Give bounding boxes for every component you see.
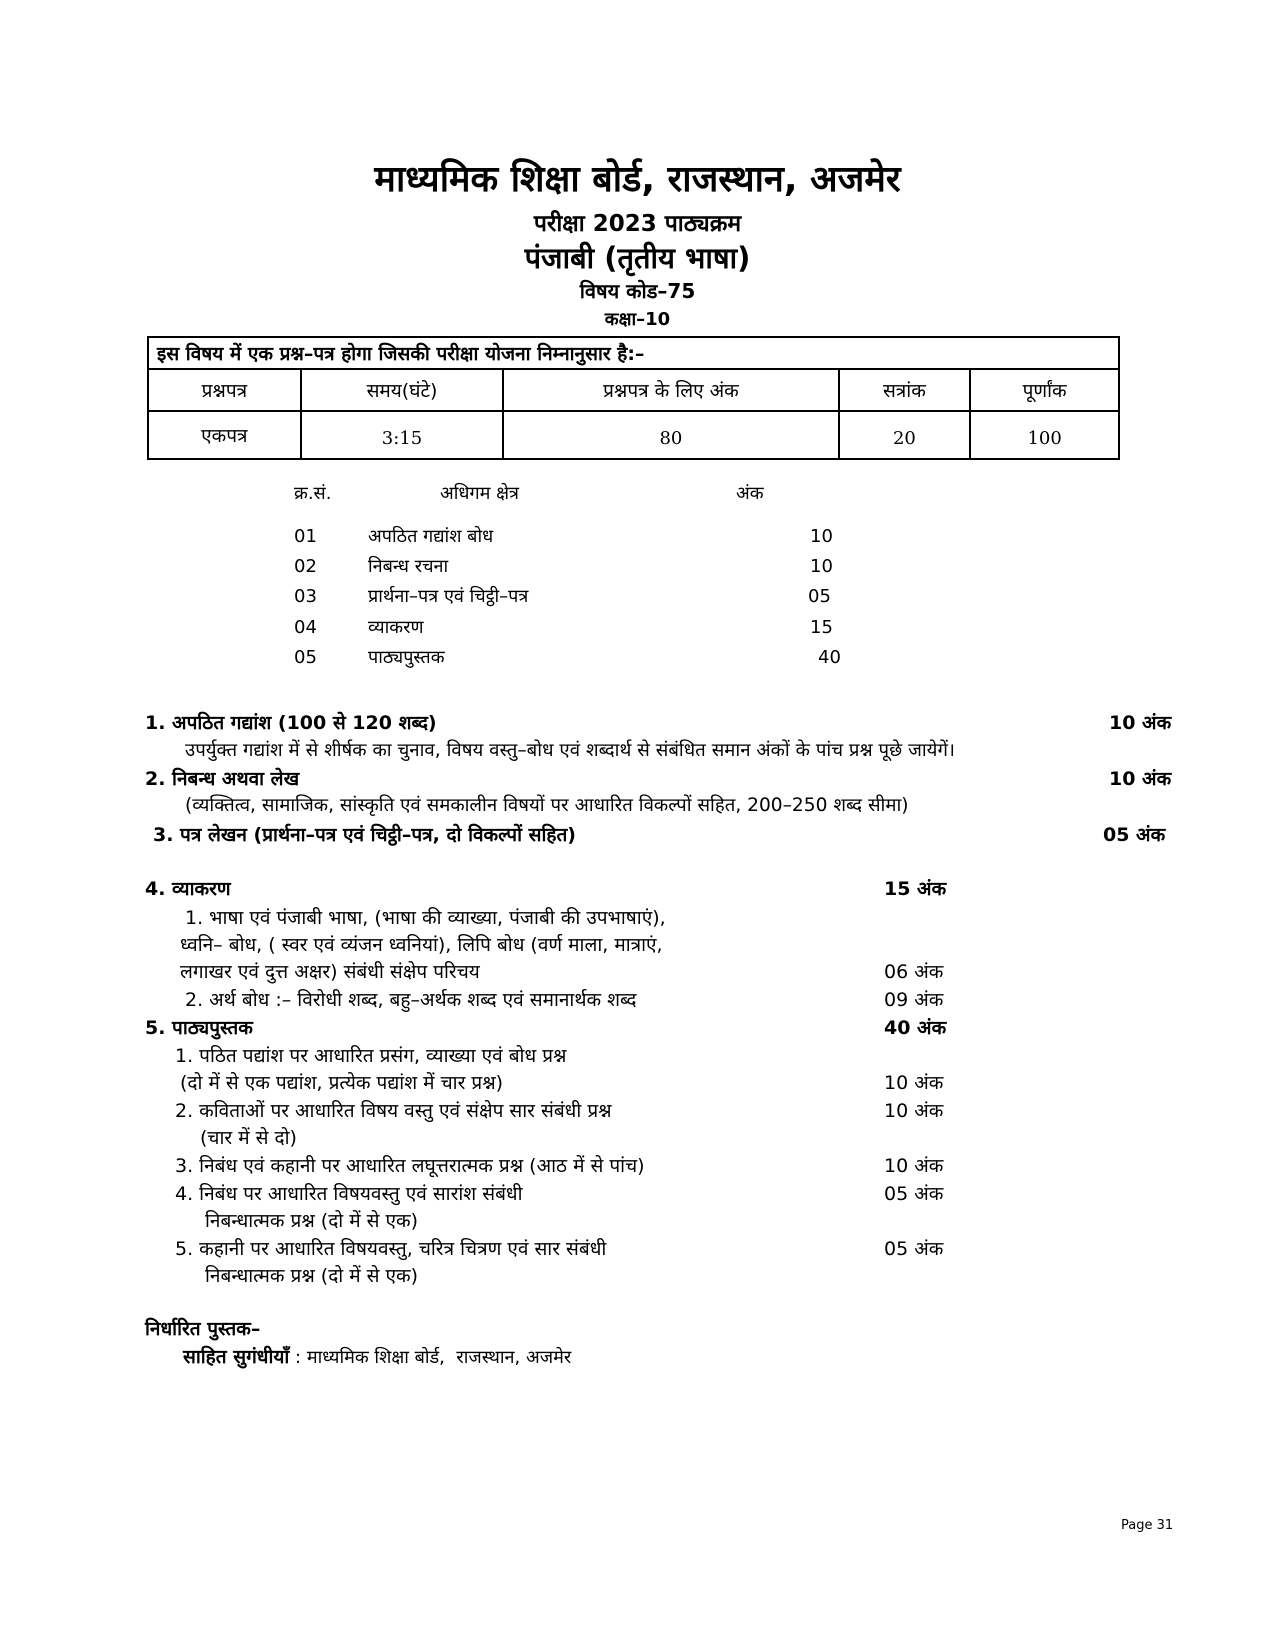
book-publisher: : माध्यमिक शिक्षा बोर्ड, राजस्थान, अजमेर [289, 1347, 572, 1368]
area-name: निबन्ध रचना [368, 556, 449, 577]
table-header-cell: सत्रांक [839, 369, 971, 411]
grammar-item-1-line1: 1. भाषा एवं पंजाबी भाषा, (भाषा की व्याख्या, पंजाबी की उपभाषाएं), [185, 907, 666, 929]
area-no: 02 [294, 556, 317, 577]
scheme-intro: इस विषय में एक प्रश्न–पत्र होगा जिसकी परीक्षा योजना निम्नानुसार है:– [148, 337, 1119, 369]
class-label: कक्षा–10 [604, 309, 671, 330]
areas-header-area: अधिगम क्षेत्र [440, 483, 519, 504]
table-header-cell: प्रश्नपत्र [148, 369, 301, 411]
board-title: माध्यमिक शिक्षा बोर्ड, राजस्थान, अजमेर [374, 159, 901, 200]
exam-syllabus-line: परीक्षा 2023 पाठ्यक्रम [533, 211, 742, 237]
scheme-values-row [148, 411, 1119, 459]
page-number: Page 31 [1121, 1518, 1174, 1533]
section-4-title: 4. व्याकरण [145, 878, 231, 900]
grammar-item-1-line3: लगाखर एवं दुत्त अक्षर) संबंधी संक्षेप परिचय [180, 961, 480, 983]
section-2-text: (व्यक्तित्व, सामाजिक, सांस्कृति एवं समकालीन विषयों पर आधारित विकल्पों सहित, 200–250 शब्द सीमा) [185, 795, 909, 816]
table-cell: एकपत्र [148, 411, 301, 459]
textbook-item-1-marks: 10 अंक [884, 1072, 944, 1094]
textbook-item-5-marks: 05 अंक [884, 1238, 944, 1260]
section-1-marks: 10 अंक [1109, 712, 1172, 734]
area-name: पाठ्यपुस्तक [368, 647, 445, 668]
area-marks: 05 [808, 586, 831, 607]
table-header-cell: समय(घंटे) [301, 369, 504, 411]
grammar-item-2-marks: 09 अंक [884, 989, 944, 1011]
grammar-item-2-line1: 2. अर्थ बोध :– विरोधी शब्द, बहु–अर्थक शब्द एवं समानार्थक शब्द [185, 989, 637, 1011]
book-title: साहित सुगंधीयाँ [183, 1346, 290, 1368]
area-no: 01 [294, 526, 317, 547]
prescribed-books-heading: निर्धारित पुस्तक– [145, 1318, 261, 1340]
area-name: व्याकरण [368, 617, 424, 638]
areas-header-marks: अंक [736, 483, 764, 504]
textbook-item-4-marks: 05 अंक [884, 1183, 944, 1205]
textbook-item-5-line1: 5. कहानी पर आधारित विषयवस्तु, चरित्र चित्रण एवं सार संबंधी [175, 1238, 607, 1260]
areas-header-no: क्र.सं. [294, 483, 332, 504]
textbook-item-1-line1: 1. पठित पद्यांश पर आधारित प्रसंग, व्याख्या एवं बोध प्रश्न [175, 1045, 567, 1067]
subject-code: विषय कोड–75 [579, 279, 696, 303]
area-marks: 10 [810, 526, 833, 547]
table-header-cell: प्रश्नपत्र के लिए अंक [503, 369, 838, 411]
section-1-title: 1. अपठित गद्यांश (100 से 120 शब्द) [145, 712, 437, 734]
scheme-header-row [148, 369, 1119, 411]
section-3-marks: 05 अंक [1103, 824, 1166, 846]
textbook-item-4-line2: निबन्धात्मक प्रश्न (दो में से एक) [205, 1210, 419, 1232]
area-no: 05 [294, 647, 317, 668]
table-cell: 20 [839, 411, 971, 459]
area-name: अपठित गद्यांश बोध [368, 526, 494, 547]
section-2-title: 2. निबन्ध अथवा लेख [145, 768, 300, 790]
textbook-item-1-line2: (दो में से एक पद्यांश, प्रत्येक पद्यांश में चार प्रश्न) [180, 1072, 504, 1094]
grammar-item-1-line2: ध्वनि– बोध, ( स्वर एवं व्यंजन ध्वनियां), लिपि बोध (वर्ण माला, मात्राएं, [180, 934, 663, 956]
area-no: 03 [294, 586, 317, 607]
area-marks: 15 [810, 617, 833, 638]
section-4-marks: 15 अंक [884, 878, 947, 900]
subject-title: पंजाबी (तृतीय भाषा) [524, 241, 751, 275]
area-marks: 40 [818, 647, 841, 668]
section-3-title: 3. पत्र लेखन (प्रार्थना–पत्र एवं चिट्ठी–पत्र, दो विकल्पों सहित) [153, 824, 576, 846]
section-2-marks: 10 अंक [1109, 768, 1172, 790]
textbook-item-3-line1: 3. निबंध एवं कहानी पर आधारित लघूत्तरात्मक प्रश्न (आठ में से पांच) [175, 1155, 645, 1177]
section-5-marks: 40 अंक [884, 1017, 947, 1039]
area-name: प्रार्थना–पत्र एवं चिट्ठी–पत्र [368, 586, 529, 607]
textbook-item-2-marks: 10 अंक [884, 1100, 944, 1122]
textbook-item-2-line2: (चार में से दो) [200, 1127, 297, 1149]
area-no: 04 [294, 617, 317, 638]
area-marks: 10 [810, 556, 833, 577]
section-1-text: उपर्युक्त गद्यांश में से शीर्षक का चुनाव, विषय वस्तु–बोध एवं शब्दार्थ से संबंधित समान अंकों के पांच प्रश्न पूछे जायेगें। [185, 740, 955, 761]
textbook-item-4-line1: 4. निबंध पर आधारित विषयवस्तु एवं सारांश संबंधी [175, 1183, 523, 1205]
textbook-item-5-line2: निबन्धात्मक प्रश्न (दो में से एक) [205, 1265, 419, 1287]
exam-scheme-table [147, 336, 1120, 460]
section-5-title: 5. पाठ्यपुस्तक [145, 1017, 253, 1039]
table-header-cell: पूर्णांक [970, 369, 1119, 411]
prescribed-book [183, 1343, 571, 1369]
textbook-item-3-marks: 10 अंक [884, 1155, 944, 1177]
grammar-item-1-marks: 06 अंक [884, 961, 944, 983]
table-cell: 100 [970, 411, 1119, 459]
table-cell: 3:15 [301, 411, 504, 459]
table-cell: 80 [503, 411, 838, 459]
textbook-item-2-line1: 2. कविताओं पर आधारित विषय वस्तु एवं संक्षेप सार संबंधी प्रश्न [175, 1100, 612, 1122]
